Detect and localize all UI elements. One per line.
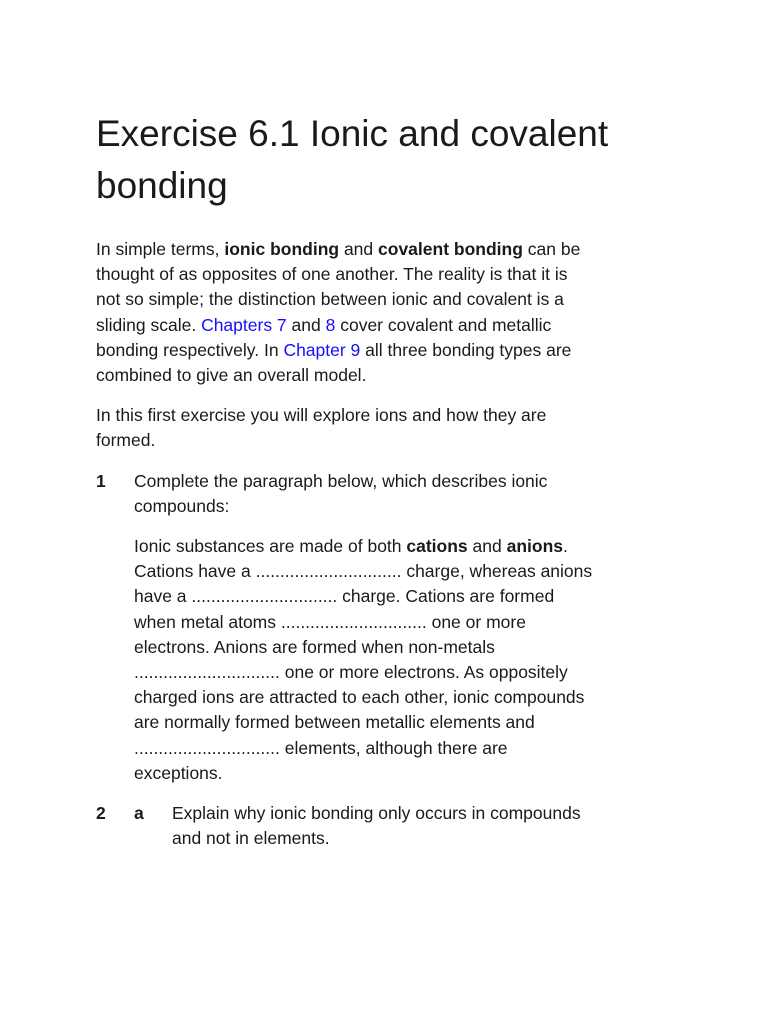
intro-text-5: cover covalent and metallic bonding respectively. In [96, 314, 552, 360]
link-chapters-7[interactable]: Chapters 7 [201, 314, 287, 335]
intro-text-2: and [339, 239, 379, 259]
fill-text-2: and [467, 536, 507, 557]
intro-paragraph [96, 237, 596, 388]
intro-text-6: all three bonding types are combined to give an overall model. [96, 339, 572, 386]
intro-text-1: In simple terms, [96, 239, 225, 259]
intro-paragraph-2: In this first exercise you will explore ions and how they are formed. [96, 405, 547, 451]
question-body [134, 469, 596, 786]
fill-in-paragraph [134, 534, 596, 786]
question-number: 2 [96, 803, 106, 824]
link-chapter-8[interactable]: 8 [325, 314, 336, 335]
page-title: Exercise 6.1 Ionic and covalent bonding [96, 113, 609, 206]
term-anions: anions [506, 536, 564, 557]
intro-text-3: can be thought of as opposites of one another. The reality is that it is not so simple; the distinction between ionic and covalent is a sliding scale. [96, 239, 581, 335]
term-ionic-bonding: ionic bonding [224, 239, 340, 259]
question-1 [96, 469, 768, 786]
question-number: 1 [96, 470, 106, 491]
term-covalent-bonding: covalent bonding [378, 239, 523, 259]
question-part-text: Explain why ionic bonding only occurs in compounds and not in elements. [172, 803, 581, 849]
question-part [134, 801, 596, 851]
question-2 [96, 801, 768, 851]
question-part-label: a [134, 803, 144, 824]
fill-text-3: . Cations have a .............................. charge, whereas anions have a .............................. charge. Cations are formed when metal atoms .............................. one or more electrons. Anions are formed when non-metals .............................. one or more electrons. As oppositely charged ions are attracted to each other, ionic compounds are normally formed between metallic elements and .............................. elements, although there are exceptions. [134, 536, 593, 783]
intro-text-4: and [286, 314, 326, 335]
term-cations: cations [406, 536, 468, 557]
fill-text-1: Ionic substances are made of both [134, 536, 407, 557]
question-body [134, 801, 596, 851]
question-prompt: Complete the paragraph below, which describes ionic compounds: [134, 470, 548, 516]
link-chapter-9[interactable]: Chapter 9 [283, 339, 361, 360]
